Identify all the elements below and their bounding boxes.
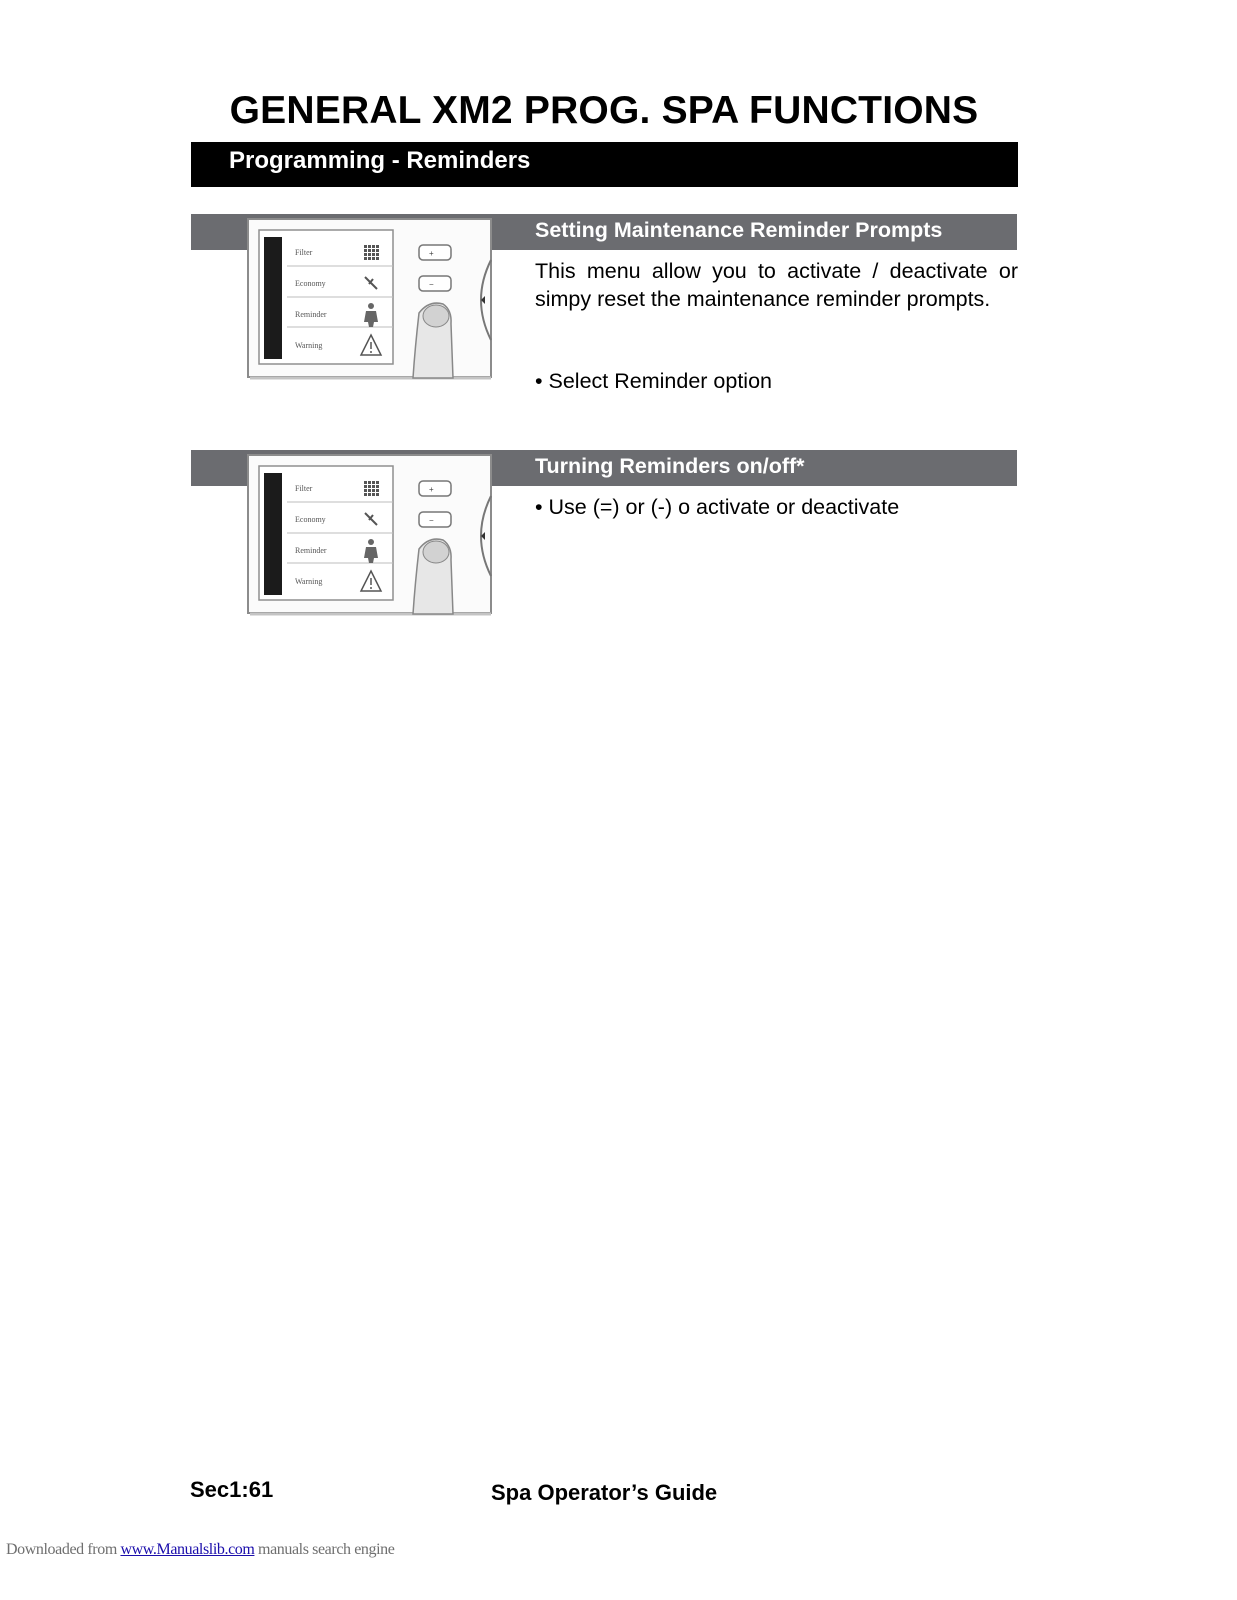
- block-paragraph: This menu allow you to activate / deactivate or simpy reset the maintenance reminder prompts.: [535, 259, 1018, 311]
- svg-text:+: +: [429, 249, 434, 258]
- panel-menu-label: Economy: [295, 279, 326, 288]
- panel-button-middle: [419, 276, 451, 291]
- download-suffix: manuals search engine: [254, 1541, 395, 1558]
- finger-icon: [413, 303, 453, 378]
- block-bullet: • Select Reminder option: [535, 369, 772, 393]
- block-heading: Turning Reminders on/off*: [535, 454, 805, 478]
- section-bar: [191, 142, 1018, 187]
- section-title: Programming - Reminders: [229, 147, 531, 174]
- panel-menu-label: Economy: [295, 515, 326, 524]
- page-number: Sec1:61: [190, 1477, 274, 1502]
- panel-menu-label: Reminder: [295, 310, 327, 319]
- panel-button-middle: [419, 512, 451, 527]
- block-heading: Setting Maintenance Reminder Prompts: [535, 218, 943, 242]
- svg-text:−: −: [429, 280, 434, 289]
- manualslib-link[interactable]: www.Manualslib.com: [120, 1541, 255, 1558]
- svg-text:−: −: [429, 516, 434, 525]
- page-title: GENERAL XM2 PROG. SPA FUNCTIONS: [229, 89, 979, 132]
- panel-menu-label: Reminder: [295, 546, 327, 555]
- block-maintenance-prompts: [191, 214, 1018, 394]
- panel-menu-label: Filter: [295, 248, 313, 257]
- svg-text:+: +: [429, 485, 434, 494]
- finger-icon: [413, 539, 453, 614]
- panel-button-top: [419, 245, 451, 260]
- panel-menu-label: Warning: [295, 341, 323, 350]
- block-reminders-toggle: [191, 450, 1018, 620]
- panel-menu-label: Warning: [295, 577, 323, 586]
- control-panel-illustration: [247, 454, 493, 616]
- control-panel-illustration: [247, 218, 493, 380]
- guide-title: Spa Operator’s Guide: [491, 1480, 718, 1505]
- panel-button-top: [419, 481, 451, 496]
- block-bullet: • Use (=) or (-) o activate or deactivate: [535, 495, 900, 519]
- download-notice: [6, 1541, 394, 1559]
- panel-menu-label: Filter: [295, 484, 313, 493]
- download-prefix: Downloaded from: [6, 1541, 121, 1558]
